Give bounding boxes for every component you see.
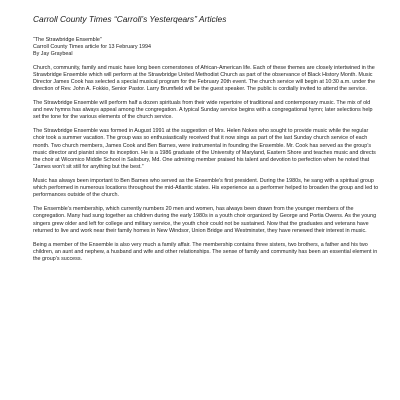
paragraph: The Ensemble’s membership, which currently numbers 20 men and women, has always been drawn from the younger members of the congregation. Many had sung together as children during the early 1980s in a youth choir organized by George and Portia Owens. As the young singers grew older and left for college and military service, the youth choir could not be sustained. Now that the graduates and veterans have returned to live and work near their family homes in New Windsor, Union Bridge and Westminster, they have renewed their interest in music.	[33, 206, 377, 234]
document-page	[33, 14, 380, 270]
article-source: Carroll County Times article for 13 February 1994	[33, 44, 152, 51]
paragraph: Music has always been important to Ben Barnes who served as the Ensemble’s first president. During the 1980s, he sang with a spiritual group which performed in numerous locations throughout the mid-Atlantic states. His experience as a performer helped to broaden the group and led to performances outside of the church.	[33, 178, 379, 199]
paragraph: Being a member of the Ensemble is also very much a family affair. The membership contains three sisters, two brothers, a father and his two children, an aunt and nephew, a husband and wife and other relationships. The sense of family and community has been an essential element in the group’s success.	[33, 241, 378, 263]
paragraph: The Strawbridge Ensemble was formed in August 1991 at the suggestion of Mrs. Helen Nokes who sought to provide music while the regular choir took a summer vacation. The group was so enthusiastically received that it now sings as part of the last Sunday church service of each month. Two church members, James Cook and Ben Barnes, were instrumental in founding the Ensemble. Mr. Cook has served as the group’s music director and pianist since its inception. He is a 1986 graduate of the University of Maryland, Eastern Shore and teaches music and directs the choir at Wicomico Middle School in Salisbury, Md. One admiring member praised his talent and devotion to perfection when he noted that “James won’t sit still for anything but the best.”	[33, 128, 376, 171]
paragraph: The Strawbridge Ensemble will perform half a dozen spirituals from their wide repertoire of traditional and contemporary music. The mix of old and new hymns has always appeal among the congregation. A typical Sunday service begins with a congregational hymn; later selections help set the tone for the various elements of the church service.	[33, 100, 373, 121]
paragraph: Church, community, family and music have long been cornerstones of African-American life. Each of these themes are closely intertwined in the Strawbridge Ensemble which will perform at the Strawbridge United Methodist Church as part of the observance of Black History Month. Music Director James Cook has selected a special musical program for the February 20th event. The church service will begin at 10:30 a.m. under the direction of Rev. John A. Fokkio, Senior Pastor. Larry Brumfield will be the guest speaker. The public is cordially invited to attend the service.	[33, 64, 376, 93]
byline: By Jay Graybeal	[33, 51, 73, 58]
document-title: Carroll County Times “Carroll’s Yesterqears” Articles	[33, 14, 227, 24]
article-title: “The Strawbridge Ensemble”	[33, 37, 102, 43]
article-meta	[33, 37, 380, 59]
article-body	[33, 65, 380, 264]
